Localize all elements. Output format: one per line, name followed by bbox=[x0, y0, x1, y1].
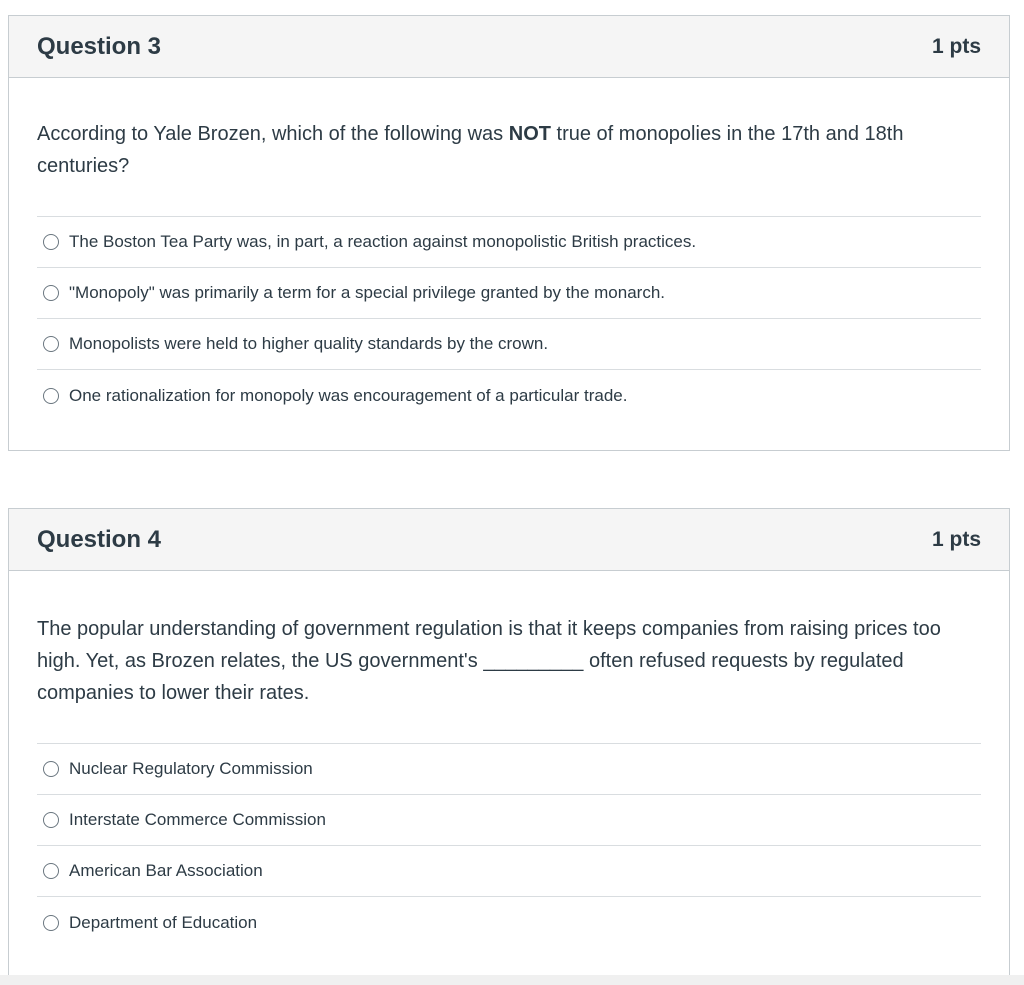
question-title: Question 3 bbox=[37, 32, 162, 60]
question-text-emphasis: NOT bbox=[508, 123, 551, 145]
radio-button[interactable] bbox=[43, 812, 59, 828]
answer-option[interactable] bbox=[37, 897, 981, 948]
radio-button[interactable] bbox=[43, 285, 59, 301]
question-points: 1 pts bbox=[931, 527, 981, 551]
answer-option[interactable] bbox=[37, 370, 981, 421]
answer-label: Monopolists were held to higher quality standards by the crown. bbox=[69, 334, 549, 353]
answer-label: "Monopoly" was primarily a term for a special privilege granted by the monarch. bbox=[69, 283, 665, 302]
radio-button[interactable] bbox=[43, 761, 59, 777]
radio-button[interactable] bbox=[43, 234, 59, 250]
radio-button[interactable] bbox=[43, 336, 59, 352]
fill-in-blank: _________ bbox=[483, 650, 584, 672]
question-points: 1 pts bbox=[931, 34, 981, 58]
answer-label: Interstate Commerce Commission bbox=[69, 810, 326, 829]
answer-option[interactable] bbox=[37, 319, 981, 370]
answer-label: One rationalization for monopoly was encouragement of a particular trade. bbox=[69, 385, 628, 405]
answer-label: Nuclear Regulatory Commission bbox=[69, 759, 313, 778]
answer-option[interactable] bbox=[37, 795, 981, 846]
answer-option[interactable] bbox=[37, 217, 981, 268]
question-text-part: often refused requests by regulated companies to lower their rates. bbox=[37, 650, 904, 704]
question-header bbox=[9, 16, 1009, 78]
question-header bbox=[9, 509, 1009, 571]
question-text-part: According to Yale Brozen, which of the following was bbox=[37, 123, 509, 145]
question-3-card bbox=[8, 15, 1010, 451]
radio-button[interactable] bbox=[43, 915, 59, 931]
question-text-part: The popular understanding of government regulation is that it keeps companies from raising prices too high. Yet, as Brozen relates, the US government's bbox=[37, 618, 941, 672]
answer-option[interactable] bbox=[37, 268, 981, 319]
radio-button[interactable] bbox=[43, 863, 59, 879]
question-text bbox=[9, 118, 1009, 216]
answer-option[interactable] bbox=[37, 744, 981, 795]
question-text-part: true of monopolies in the 17th and 18th centuries? bbox=[37, 123, 904, 177]
answer-list bbox=[37, 743, 981, 948]
answer-label: American Bar Association bbox=[69, 861, 263, 880]
question-4-card bbox=[8, 508, 1010, 977]
answer-label: The Boston Tea Party was, in part, a reaction against monopolistic British practices. bbox=[69, 232, 697, 251]
question-text bbox=[9, 613, 1009, 743]
answer-list bbox=[37, 216, 981, 421]
answer-label: Department of Education bbox=[69, 912, 258, 932]
page-bottom-edge bbox=[0, 975, 1024, 985]
radio-button[interactable] bbox=[43, 388, 59, 404]
answer-option[interactable] bbox=[37, 846, 981, 897]
question-title: Question 4 bbox=[37, 525, 162, 553]
